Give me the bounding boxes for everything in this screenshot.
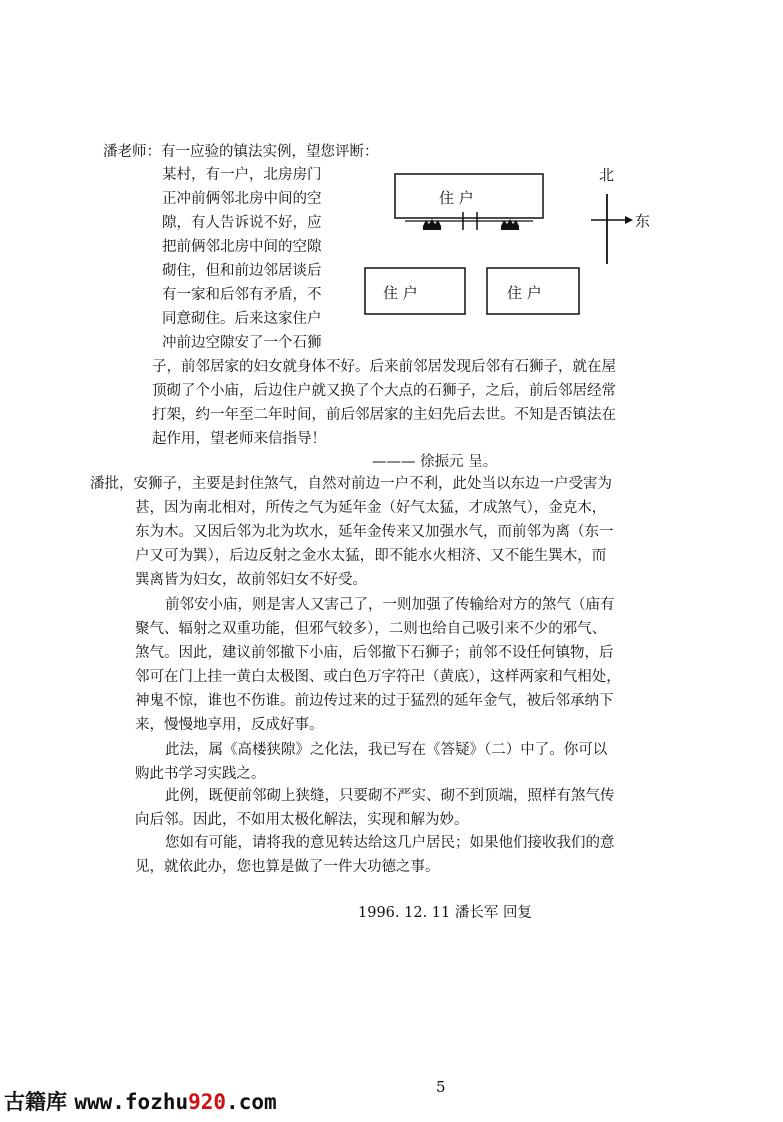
watermark-brand-text: 古籍库	[4, 1090, 67, 1114]
reply-line: 甚，因为南北相对，所传之气为延年金（好气太猛，才成煞气），金克木，	[135, 500, 607, 516]
watermark-url: www.fozhu920.com	[74, 1090, 277, 1114]
reply-line: 聚气、辐射之双重功能，但邪气较多），二则也给自己吸引来不少的邪气、	[135, 621, 607, 637]
reply-line: 前邻安小庙，则是害人又害己了，一则加强了传输给对方的煞气（庙有	[165, 597, 615, 613]
site-watermark	[4, 1086, 277, 1116]
left-house-label: 住 户	[383, 284, 418, 302]
reply-line: 此例，既便前邻砌上狭缝，只要砌不严实、砌不到顶端，照样有煞气传	[165, 788, 615, 804]
letter-line: 起作用，望老师来信指导！	[152, 431, 326, 447]
reply-line: 神鬼不惊，谁也不伤谁。前边传过来的过于猛烈的延年金气，被后邻承纳下	[135, 693, 614, 709]
reply-line: 户又可为巽），后边反射之金水太猛，即不能水火相济、又不能生巽木，而	[135, 548, 607, 564]
top-house-label: 住 户	[439, 189, 474, 207]
north-label: 北	[599, 166, 615, 184]
reply-line: 见，就依此办，您也算是做了一件大功德之事。	[135, 859, 440, 875]
small-temple-icon	[501, 219, 519, 230]
reply-line: 向后邻。因此，不如用太极化解法，实现和解为妙。	[135, 812, 469, 828]
right-house-label: 住 户	[507, 284, 542, 302]
letter-line: 某村，有一户，北房房门	[162, 167, 322, 183]
stone-lion-icon	[423, 219, 441, 230]
letter-signature: ——— 徐振元 呈。	[372, 454, 498, 470]
reply-line: 东为木。又因后邻为北为坎水，延年金传来又加强水气，而前邻为离（东一	[135, 524, 614, 540]
letter-line: 隙，有人告诉说不好，应	[162, 215, 322, 231]
letter-line: 同意砌住。后来这家住户	[162, 311, 322, 327]
letter-line: 正冲前俩邻北房中间的空	[162, 191, 322, 207]
reply-line: 您如有可能，请将我的意见转达给这几户居民；如果他们接收我们的意	[165, 835, 615, 851]
reply-line: 此法，属《高楼狭隙》之化法，我已写在《答疑》（二）中了。你可以	[165, 742, 608, 758]
letter-salutation: 潘老师：有一应验的镇法实例，望您评断：	[103, 144, 379, 160]
reply-line: 煞气。因此，建议前邻撤下小庙，后邻撤下石狮子；前邻不设任何镇物，后	[135, 645, 614, 661]
reply-date-signature: 1996. 12. 11 潘长军 回复	[358, 905, 532, 921]
letter-line: 砌住，但和前边邻居谈后	[162, 263, 322, 279]
reply-line: 潘批，安狮子，主要是封住煞气，自然对前边一户不利，此处当以东边一户受害为	[90, 476, 612, 492]
east-label: 东	[635, 212, 651, 230]
letter-line: 冲前边空隙安了一个石狮	[162, 335, 322, 351]
letter-line: 顶砌了个小庙，后边住户就又换了个大点的石狮子，之后，前后邻居经常	[152, 383, 616, 399]
reply-line: 购此书学习实践之。	[135, 766, 266, 782]
letter-line: 有一家和后邻有矛盾，不	[162, 287, 322, 303]
reply-line: 巽离皆为妇女，故前邻妇女不好受。	[135, 572, 367, 588]
letter-line: 打架，约一年至二年时间，前后邻居家的主妇先后去世。不知是否镇法在	[152, 407, 616, 423]
page-number: 5	[436, 1078, 446, 1096]
letter-line: 把前俩邻北房中间的空隙	[162, 239, 322, 255]
letter-line: 子，前邻居家的妇女就身体不好。后来前邻居发现后邻有石狮子，就在屋	[152, 359, 616, 375]
reply-line: 来，慢慢地享用，反成好事。	[135, 717, 324, 733]
reply-line: 邻可在门上挂一黄白太极图、或白色万字符卍（黄底），这样两家和气相处，	[135, 669, 621, 685]
house-layout-diagram	[355, 160, 655, 330]
